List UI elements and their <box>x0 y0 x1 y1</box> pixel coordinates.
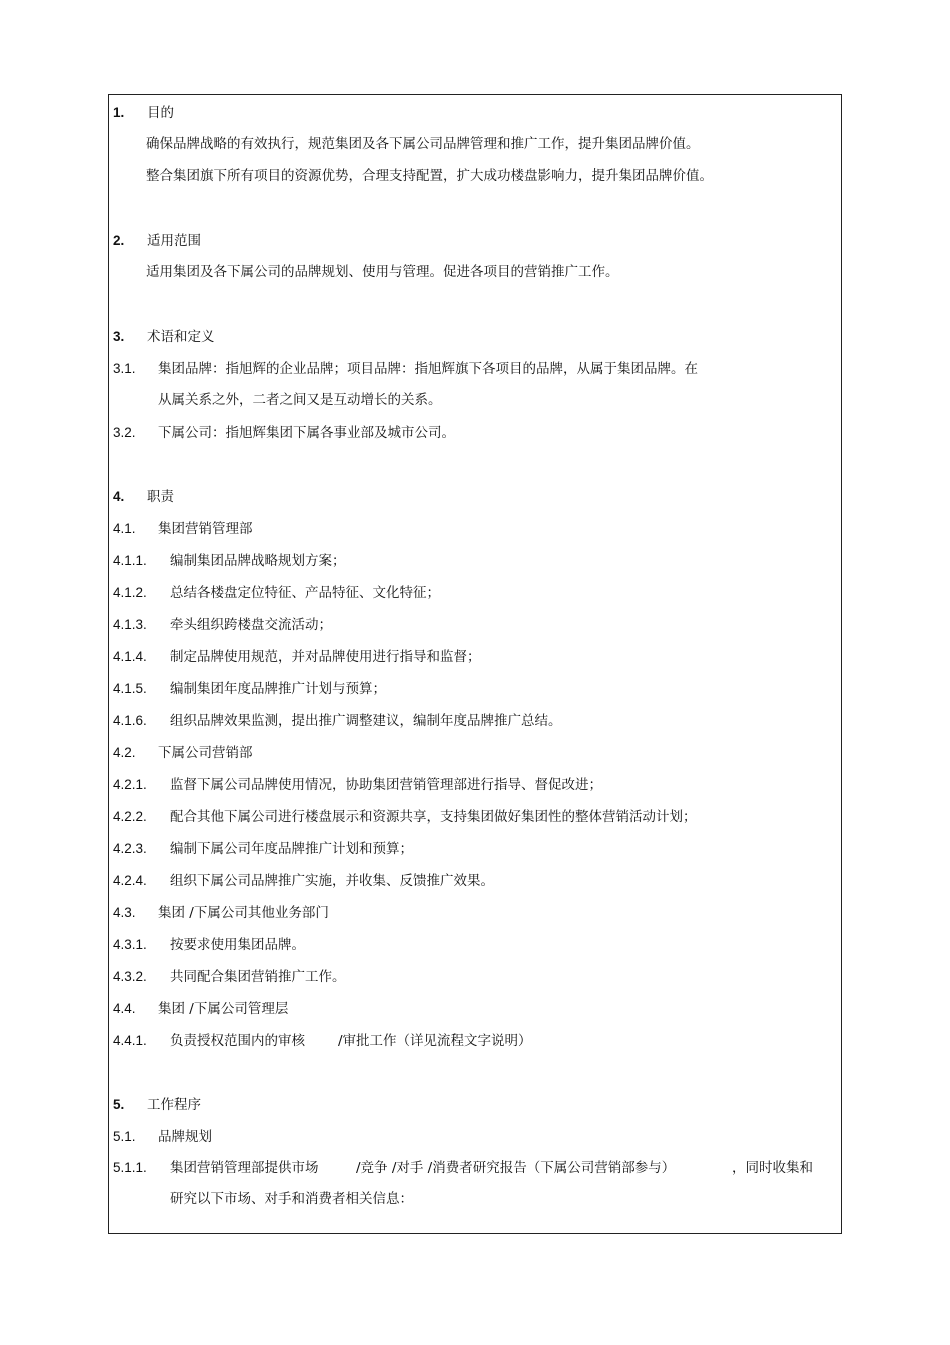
section-number: 2. <box>113 233 125 248</box>
section-number: 4. <box>113 489 125 504</box>
section-title: 职责 <box>147 489 174 505</box>
section-number: 3. <box>113 329 125 344</box>
section-number: 1. <box>113 105 125 120</box>
section-title: 目的 <box>147 105 174 121</box>
section-title: 适用范围 <box>147 233 201 249</box>
section-title: 工作程序 <box>147 1097 201 1113</box>
section-number: 5. <box>113 1097 125 1112</box>
section-title: 术语和定义 <box>147 329 215 345</box>
